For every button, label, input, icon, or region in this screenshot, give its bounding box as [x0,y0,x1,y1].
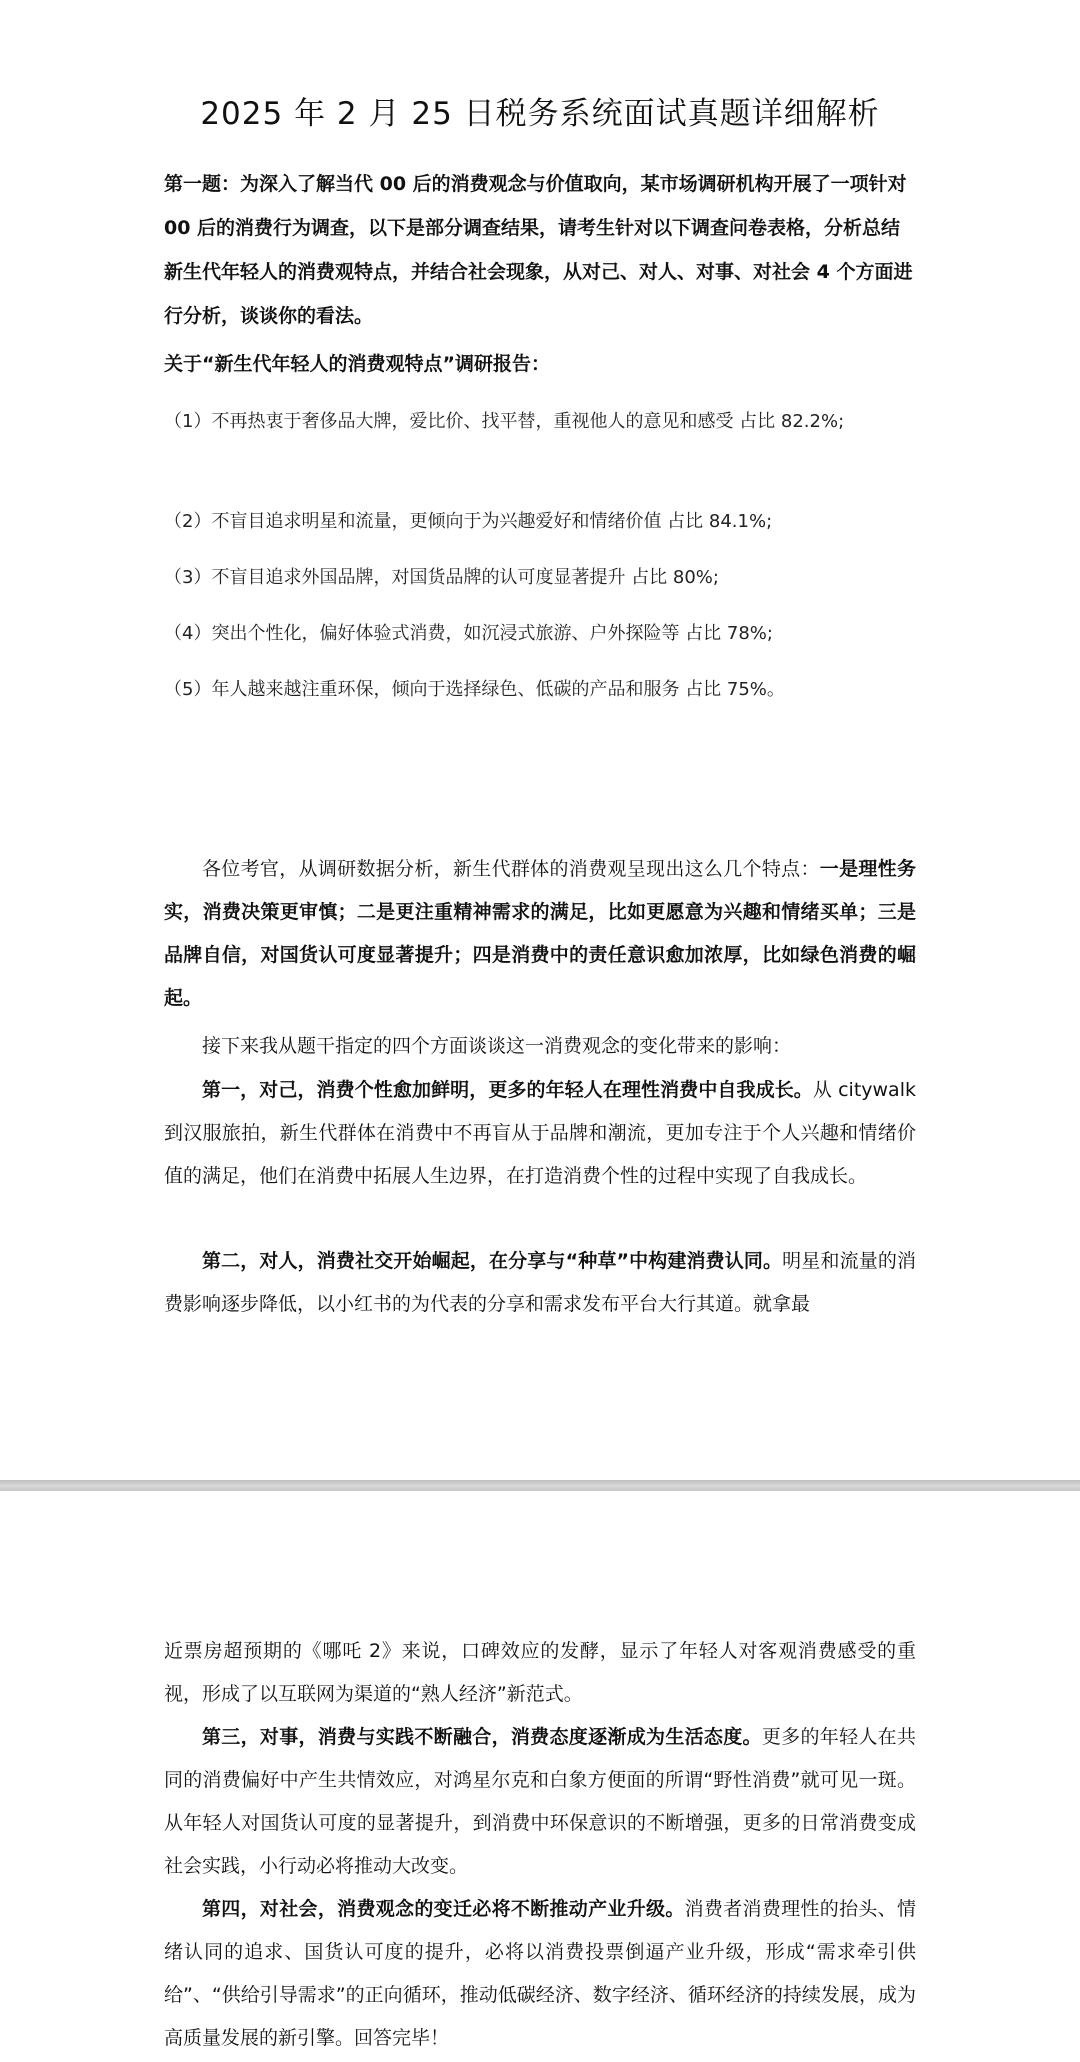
paragraph-heading: 第一，对己，消费个性愈加鲜明，更多的年轻人在理性消费中自我成长。 [202,1079,813,1101]
paragraph-body: 从 citywalk 到汉服旅拍，新生代群体在消费中不再盲从于品牌和潮流，更加专注于个人兴趣和情绪价值的满足，他们在消费中拓展人生边界，在打造消费个性的过程中实现了自我成长。 [164,1079,916,1187]
answer-paragraph-others [164,1240,916,1326]
survey-item-1: （1）不再热衷于奢侈品大牌，爱比价、找平替，重视他人的意见和感受 占比 82.2%; [164,411,845,432]
survey-item-5: （5）年人越来越注重环保，倾向于选择绿色、低碳的产品和服务 占比 75%。 [164,679,785,700]
paragraph-body: 明星和流量的消费影响逐步降低，以小红书的为代表的分享和需求发布平台大行其道。就拿最 [164,1250,916,1315]
survey-item-3: （3）不盲目追求外国品牌，对国货品牌的认可度显著提升 占比 80%; [164,567,719,588]
question-text: 第一题：为深入了解当代 00 后的消费观念与价值取向，某市场调研机构开展了一项针对 00 后的消费行为调查，以下是部分调查结果，请考生针对以下调查问卷表格，分析总结新生代年轻人的消费观特点，并结合社会现象，从对己、对人、对事、对社会 4 个方面进行分析，谈谈你的看法。 [164,173,913,327]
paragraph-body: 更多的年轻人在共同的消费偏好中产生共情效应，对鸿星尔克和白象方便面的所谓“野性消费”就可见一斑。从年轻人对国货认可度的显著提升，到消费中环保意识的不断增强，更多的日常消费变成社会实践，小行动必将推动大改变。 [164,1726,916,1877]
survey-item-2: （2）不盲目追求明星和流量，更倾向于为兴趣爱好和情绪价值 占比 84.1%; [164,511,773,532]
answer-paragraph-society [164,1888,916,2060]
paragraph-heading: 第四，对社会，消费观念的变迁必将不断推动产业升级。 [202,1898,685,1920]
answer-paragraph-affairs [164,1716,916,1888]
document-title: 2025 年 2 月 25 日税务系统面试真题详细解析 [200,96,880,132]
answer-paragraph-features [164,848,916,1020]
answer-paragraph-continued: 近票房超预期的《哪吒 2》来说，口碑效应的发酵，显示了年轻人对客观消费感受的重视，形成了以互联网为渠道的“熟人经济”新范式。 [164,1640,916,1705]
page-divider [0,1480,1080,1491]
paragraph-lead: 各位考官，从调研数据分析，新生代群体的消费观呈现出这么几个特点： [202,858,820,880]
answer-paragraph-self [164,1069,916,1198]
paragraph-heading: 第三，对事，消费与实践不断融合，消费态度逐渐成为生活态度。 [202,1726,762,1748]
paragraph-emphasis: 一是理性务实，消费决策更审慎；二是更注重精神需求的满足，比如更愿意为兴趣和情绪买单；三是品牌自信，对国货认可度显著提升；四是消费中的责任意识愈加浓厚，比如绿色消费的崛起。 [164,858,916,1009]
paragraph-body: 消费者消费理性的抬头、情绪认同的追求、国货认可度的提升，必将以消费投票倒逼产业升级，形成“需求牵引供给”、“供给引导需求”的正向循环，推动低碳经济、数字经济、循环经济的持续发展，成为高质量发展的新引擎。回答完毕！ [164,1898,916,2049]
paragraph-heading: 第二，对人，消费社交开始崛起，在分享与“种草”中构建消费认同。 [202,1250,783,1272]
survey-item-4: （4）突出个性化，偏好体验式消费，如沉浸式旅游、户外探险等 占比 78%; [164,623,773,644]
answer-paragraph-transition: 接下来我从题干指定的四个方面谈谈这一消费观念的变化带来的影响： [202,1035,792,1057]
report-title: 关于“新生代年轻人的消费观特点”调研报告： [164,353,550,375]
